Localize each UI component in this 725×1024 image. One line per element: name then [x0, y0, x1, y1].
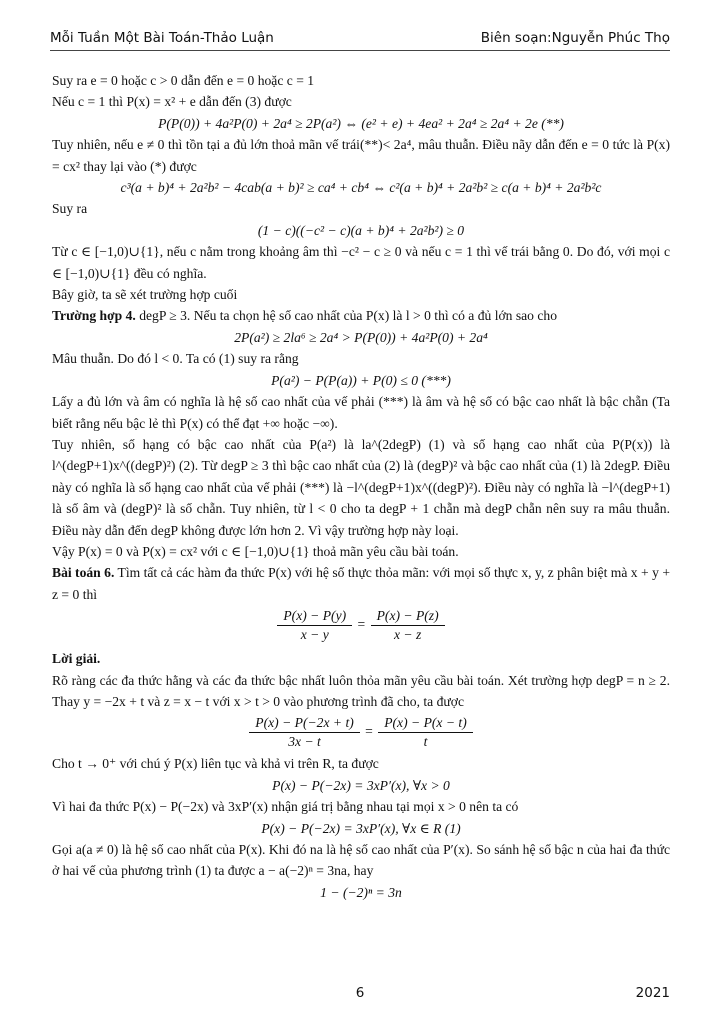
equation: P(a²) − P(P(a)) + P(0) ≤ 0 (***) [271, 372, 451, 388]
text-line: Mâu thuẫn. Do đó l < 0. Ta có (1) suy ra rằng [52, 351, 299, 367]
equation: P(x) − P(−2x) = 3xP′(x), ∀x > 0 [272, 777, 450, 793]
paragraph: Tuy nhiên, nếu e ≠ 0 thì tồn tại a đủ lớn thoả mãn vế trái(**)< 2a⁴, mâu thuẫn. Điều nãy dẫn đến e = 0 tức là P(x) = cx² thay lại vào (*) được [52, 137, 670, 174]
denominator: x − z [393, 627, 422, 643]
solution-heading [52, 648, 670, 669]
paragraph: Lấy a đủ lớn và âm có nghĩa là hệ số cao nhất của vế phải (***) là âm và hệ số có bậc cao nhất là bậc chẵn (Ta biết rằng nếu bậc lẻ thì P(x) có thể đạt +∞ hoặc −∞). [52, 394, 670, 431]
equation: (1 − c)((−c² − c)(a + b)⁴ + 2a²b²) ≥ 0 [257, 222, 465, 238]
denominator: t [423, 734, 428, 750]
denominator: x − y [300, 627, 329, 643]
footer-year: 2021 [635, 985, 670, 1001]
page-number: 6 [355, 985, 365, 1001]
text-line: Bây giờ, ta sẽ xét trường hợp cuối [52, 287, 238, 303]
numerator: P(x) − P(−2x + t) [249, 714, 359, 733]
case-4-paragraph [52, 305, 670, 326]
equation: P(P(0)) + 4a²P(0) + 2a⁴ ≥ 2P(a²) ⇔ (e² + e) + 4ea² + 2a⁴ ≥ 2a⁴ + 2e (**) [158, 115, 564, 131]
page-body [52, 70, 670, 903]
conclusion: Vậy P(x) = 0 và P(x) = cx² với c ∈ [−1,0)∪{1} thoả mãn yêu cầu bài toán. [52, 543, 459, 559]
numerator: P(x) − P(x − t) [378, 714, 473, 733]
paragraph: Từ c ∈ [−1,0)∪{1}, nếu c nằm trong khoảng âm thì −c² − c ≥ 0 và nếu c = 1 thì vế trái bằng 0. Do đó, với mọi c ∈ [−1,0)∪{1} đều có nghĩa. [52, 244, 670, 281]
numerator: P(x) − P(y) [277, 607, 352, 626]
text-line: Suy ra e = 0 hoặc c > 0 dẫn đến e = 0 hoặc c = 1 [52, 73, 315, 88]
text-line: Cho t → 0⁺ với chú ý P(x) liên tục và khả vi trên R, ta được [52, 756, 379, 772]
numerator: P(x) − P(z) [371, 607, 445, 626]
denominator: 3x − t [288, 734, 321, 750]
problem-6-paragraph [52, 562, 670, 605]
equation: c³(a + b)⁴ + 2a²b² − 4cab(a + b)² ≥ ca⁴ + cb⁴ ⇔ c²(a + b)⁴ + 2a²b² ≥ c(a + b)⁴ + 2a²b²c [120, 180, 602, 196]
equation: 1 − (−2)ⁿ = 3n [320, 884, 402, 900]
equation: 2P(a²) ≥ 2la⁶ ≥ 2a⁴ > P(P(0)) + 4a²P(0) + 2a⁴ [234, 329, 488, 345]
equation: P(x) − P(−2x) = 3xP′(x), ∀x ∈ R (1) [261, 820, 461, 836]
solution-label: Lời giải. [52, 651, 101, 667]
case-4-label: Trường hợp 4. [52, 308, 136, 324]
equation-fraction-1: $\frac{P(x) - P(y)}{x - y}$ = $\frac{P(x) - P(z)}{x - z}$ [52, 607, 670, 644]
paragraph: Tuy nhiên, số hạng có bậc cao nhất của P(a²) là la^(2degP) (1) và số hạng cao nhất của P(P(x)) là l^(degP+1)x^((degP)²) (2). Từ degP ≥ 3 thì bậc cao nhất của (2) là (degP)² và bậc cao nhất của (1) là 2degP. Điều này có nghĩa là số hạng cao nhất của vế phải (***) là −l^(degP+1)x^((degP)²). Điều này có nghĩa là −l^(degP+1) là số âm và (degP)² là số chẵn. Tuy nhiên, từ l < 0 cho ta degP + 1 chẵn mà degP chẵn nên suy ra mâu thuẫn. Điều này dẫn đến degP không được lớn hơn 2. Vì vậy trường hợp này loại. [52, 436, 670, 538]
page-header [50, 24, 670, 51]
case-4-text: degP ≥ 3. Nếu ta chọn hệ số cao nhất của P(x) là l > 0 thì có a đủ lớn sao cho [139, 308, 558, 324]
paragraph: Rõ ràng các đa thức hằng và các đa thức bậc nhất luôn thỏa mãn yêu cầu bài toán. Xét trường hợp degP = n ≥ 2. Thay y = −2x + t và z = x − t với x > t > 0 vào phương trình đã cho, ta được [52, 672, 670, 709]
header-left: Mỗi Tuần Một Bài Toán-Thảo Luận [50, 30, 274, 46]
paragraph: Gọi a(a ≠ 0) là hệ số cao nhất của P(x). Khi đó na là hệ số cao nhất của P′(x). So sánh hệ số bậc n của hai đa thức ở hai vế của phương trình (1) ta được a − a(−2)ⁿ = 3na, hay [52, 842, 670, 879]
equation-fraction-2: $\frac{P(x) - P(-2x + t)}{3x - t}$ = $\frac{P(x) - P(x - t)}{t}$ [52, 714, 670, 751]
text-line: Vì hai đa thức P(x) − P(−2x) và 3xP′(x) nhận giá trị bằng nhau tại mọi x > 0 nên ta có [52, 799, 519, 815]
problem-6-label: Bài toán 6. [52, 565, 115, 581]
text-line: Nếu c = 1 thì P(x) = x² + e dẫn đến (3) được [52, 94, 292, 110]
text-line: Suy ra [52, 201, 88, 217]
header-right: Biên soạn:Nguyễn Phúc Thọ [480, 30, 670, 46]
problem-6-text: Tìm tất cả các hàm đa thức P(x) với hệ số thực thỏa mãn: với mọi số thực x, y, z phân biệt mà x + y + z = 0 thì [52, 565, 670, 602]
